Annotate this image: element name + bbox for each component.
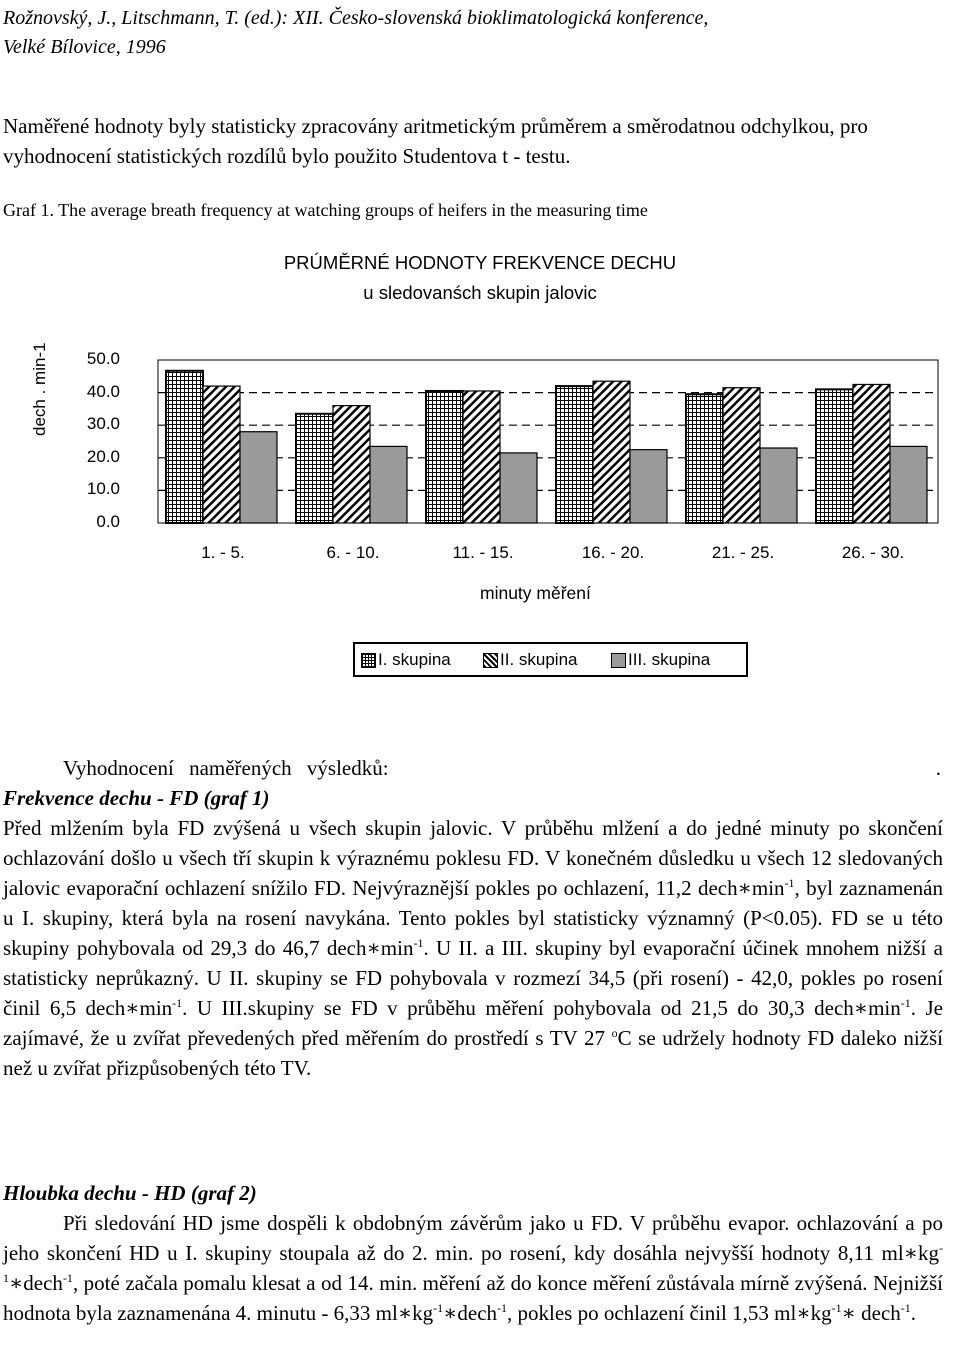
bar-series-3 [240,432,277,523]
hd-kg: kg [918,1241,939,1265]
x-axis-label: minuty měření [480,583,591,603]
x-tick-label: 21. - 25. [711,543,775,562]
degree-superscript: o [611,1026,618,1040]
multiply-symbol: ∗ [397,1301,413,1325]
superscript: -1 [3,1241,943,1285]
bar-series-2 [723,388,760,523]
multiply-symbol: ∗ [9,1271,24,1295]
superscript: -1 [784,876,795,890]
legend-label-series-3: III. skupina [628,650,711,669]
fd-text-7: C se udržely hodnoty FD daleko nižší než u zvířat přizpůsobených této TV. [3,1026,943,1080]
bar-series-1 [296,414,333,523]
fd-text-2: min [751,876,785,900]
hd-dech: dech [457,1301,498,1325]
hd-text-3: , pokles po ochlazení činil 1,53 ml [507,1301,797,1325]
bar-series-2 [593,381,630,523]
multiply-symbol: ∗ [737,876,752,900]
hd-kg: kg [412,1301,434,1325]
multiply-symbol: ∗ [366,936,381,960]
fd-heading: Frekvence dechu - FD (graf 1) [3,786,270,810]
legend-label-series-2: II. skupina [500,650,578,669]
hd-text-2: , poté začala pomalu klesat a od 14. min. měření až do konce měření zůstávala mírně zvýšená. Nejnižší hodnota byla zaznamenána 4. minutu - 6,33 ml [3,1271,943,1325]
fd-min: min [868,996,901,1020]
multiply-symbol: ∗ [796,1301,811,1325]
y-tick-label: 10.0 [86,479,120,499]
bar-series-3 [760,448,797,523]
hd-dech: dech [23,1271,63,1295]
hd-text-4: dech [855,1301,901,1325]
bar-series-3 [500,453,537,523]
bar-series-2 [203,386,240,523]
x-tick-label: 11. - 15. [452,543,514,562]
bar-series-3 [890,446,927,523]
legend-item-series-3 [611,649,710,671]
chart-title: PRÚMĚRNÉ HODNOTY FREKVENCE DECHU [283,252,677,273]
multiply-symbol: ∗ [443,1301,458,1325]
legend-item-series-2 [483,649,578,671]
multiply-symbol: ∗ [841,1301,856,1325]
x-tick-label: 6. - 10. [326,543,380,562]
hd-text-1: Při sledování HD jsme dospěli k obdobným závěrům jako u FD. V průběhu evapor. ochlazování a po jeho skončení HD u I. skupiny stoupala až do 2. min. po rosení, kdy dosáhla nejvyšší hodnoty 8,11 ml [3,1211,943,1265]
results-heading-row [3,753,943,783]
x-tick-label: 1. - 5. [201,543,245,562]
bar-series-1 [816,389,853,523]
superscript: -1 [413,936,424,950]
citation-line-2: Velké Bílovice, 1996 [3,36,166,58]
superscript: -1 [900,996,911,1010]
superscript: -1 [497,1301,508,1315]
bar-series-3 [370,446,407,523]
bar-series-2 [333,406,370,523]
hd-kg: kg [810,1301,832,1325]
legend-label-series-1: I. skupina [378,650,451,669]
y-tick-label: 0.0 [96,512,120,531]
bar-series-1 [686,394,723,523]
bar-series-1 [556,386,593,523]
superscript: -1 [172,996,183,1010]
bar-series-1 [426,391,463,523]
y-tick-label: 40.0 [86,381,120,401]
results-heading-trailing: . [935,756,941,780]
chart-legend [353,642,748,677]
fd-paragraph [3,813,943,1083]
legend-swatch-grid [361,653,376,668]
legend-swatch-gray [611,653,626,668]
fd-text-4: . U II. a III. skupiny byl evaporační účinek mnohem nižší a statisticky neprůkazný. U II. skupiny se FD pohybovala v rozmezí 34,5 (při rosení) - 42,0, pokles po rosení činil 6,5 dech [3,936,943,1020]
legend-item-series-1 [361,649,451,671]
y-tick-label: 30.0 [86,414,120,434]
fd-text-3: , byl zaznamenán u I. skupiny, která byla na rosení navykána. Tento pokles byl statisticky významný (P<0.05). FD se u této skupiny pohybovala od 29,3 do 46,7 dech [3,876,943,960]
x-tick-label: 26. - 30. [841,543,905,562]
citation-line-1: Rožnovský, J., Litschmann, T. (ed.): XII. Česko-slovenská bioklimatologická konference, [3,7,709,29]
fd-min: min [139,996,173,1020]
y-tick-label: 20.0 [86,446,120,466]
x-tick-label: 16. - 20. [581,543,645,562]
bar-series-1 [166,371,203,523]
multiply-symbol: ∗ [125,996,140,1020]
y-tick-label: 50.0 [86,349,120,368]
fd-min: min [380,936,414,960]
results-heading: Vyhodnocení naměřených výsledků: [63,756,389,780]
graph-caption: Graf 1. The average breath frequency at watching groups of heifers in the measuring time [3,200,648,220]
intro-paragraph: Naměřené hodnoty byly statisticky zpracovány aritmetickým průměrem a směrodatnou odchylkou, pro vyhodnocení statistických rozdílů bylo použito Studentova t - testu. [3,114,868,168]
hd-heading: Hloubka dechu - HD (graf 2) [3,1181,257,1205]
superscript: -1 [831,1301,842,1315]
fd-text-1: Před mlžením byla FD zvýšená u všech skupin jalovic. V průběhu mlžení a do jedné minuty po skončení ochlazování došlo u všech tří skupin k výraznému poklesu FD. V konečném důsledku u všech 12 sledovaných jalovic evaporační ochlazení snížilo FD. Nejvýraznější pokles po ochlazení, 11,2 dech [3,816,943,900]
y-axis-label: dech . min-1 [30,342,49,436]
legend-swatch-diagonal [483,653,498,668]
bar-series-2 [853,384,890,523]
superscript: -1 [433,1301,444,1315]
multiply-symbol: ∗ [853,996,869,1020]
bar-series-3 [630,450,667,523]
hd-paragraph [3,1208,943,1328]
superscript: -1 [62,1271,73,1285]
multiply-symbol: ∗ [903,1241,918,1265]
hd-text-5: . [910,1301,917,1325]
chart-subtitle: u sledovanśch skupin jalovic [363,282,597,303]
bar-series-2 [463,391,500,523]
fd-text-5: . U III.skupiny se FD v průběhu měření pohybovala od 21,5 do 30,3 dech [182,996,854,1020]
superscript: -1 [900,1301,911,1315]
fd-text-6: . Je zajímavé, že u zvířat převedených před měřením do prostředí s TV 27 [3,996,943,1050]
